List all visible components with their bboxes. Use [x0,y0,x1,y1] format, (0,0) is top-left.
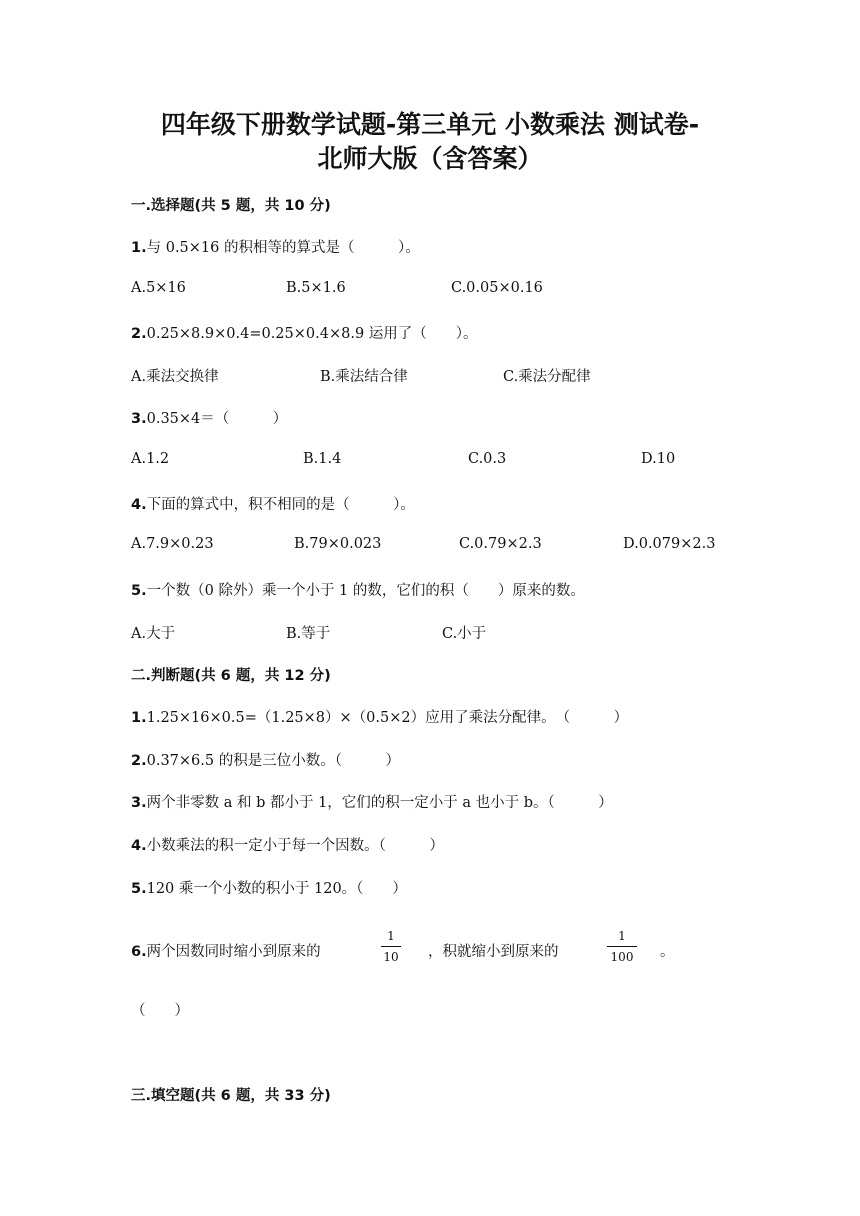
option-a: A.7.9×0.23 [131,536,214,552]
option-b: B.乘法结合律 [320,369,408,385]
fraction-bar [381,946,401,947]
question-text: 0.25×8.9×0.4=0.25×0.4×8.9 运用了（ ）。 [146,326,478,342]
question-number: 4. [131,838,147,854]
question-text: 一个数（0 除外）乘一个小于 1 的数，它们的积（ ）原来的数。 [146,583,585,599]
fraction-numerator: 1 [387,929,395,943]
question-choice-2 [131,322,478,343]
question-number: 4. [131,497,147,513]
question-choice-4 [131,493,415,514]
question-number: 3. [131,795,147,811]
option-c: C.0.79×2.3 [459,536,542,552]
question-choice-5 [131,579,585,600]
option-b: B.等于 [286,626,331,642]
option-c: C.0.05×0.16 [451,280,543,296]
section-heading-fill: 三.填空题(共 6 题，共 33 分) [131,1088,331,1104]
question-judge-2 [131,749,400,770]
question-text: 小数乘法的积一定小于每一个因数。（ ） [146,838,444,854]
option-c: C.0.3 [468,451,507,467]
question-choice-3 [131,407,287,428]
option-c: C.乘法分配律 [503,369,591,385]
option-a: A.1.2 [131,451,170,467]
fraction-denominator: 100 [610,950,634,964]
question-judge-3 [131,791,613,812]
question-number: 2. [131,753,147,769]
question-text: 下面的算式中，积不相同的是（ ）。 [146,497,415,513]
question-judge-5 [131,877,407,898]
section-heading-choice: 一.选择题(共 5 题，共 10 分) [131,198,331,214]
question-number: 1. [131,240,147,256]
option-d: D.10 [641,451,676,467]
fraction-bar [607,946,637,947]
question-number: 6. [131,944,147,960]
question-choice-1 [131,236,420,257]
fraction-one-tenth [381,929,401,964]
question-text: 与 0.5×16 的积相等的算式是（ ）。 [146,240,420,256]
question-text: 0.37×6.5 的积是三位小数。（ ） [146,753,400,769]
fraction-denominator: 10 [383,950,399,964]
question-text-end: 。 [660,944,675,960]
page-title-line-2: 北师大版（含答案） [317,144,543,173]
question-number: 5. [131,583,147,599]
page-title-line-1: 四年级下册数学试题-第三单元 小数乘法 测试卷- [160,110,700,139]
question-number: 3. [131,411,147,427]
question-judge-4 [131,834,444,855]
question-text-continued: ，积就缩小到原来的 [428,944,559,960]
option-a: A.5×16 [131,280,186,296]
option-b: B.5×1.6 [286,280,346,296]
section-heading-judge: 二.判断题(共 6 题，共 12 分) [131,668,331,684]
fraction-numerator: 1 [618,929,626,943]
question-judge-6 [131,940,321,961]
question-number: 5. [131,881,147,897]
option-b: B.79×0.023 [294,536,382,552]
question-number: 2. [131,326,147,342]
question-number: 1. [131,710,147,726]
question-text: 两个因数同时缩小到原来的 [146,944,321,960]
answer-parentheses: （ ） [131,1003,189,1019]
option-a: A.乘法交换律 [131,369,219,385]
fraction-one-hundredth [607,929,637,964]
question-text: 1.25×16×0.5=（1.25×8）×（0.5×2）应用了乘法分配律。 （ ） [146,710,629,726]
option-a: A.大于 [131,626,176,642]
option-d: D.0.079×2.3 [623,536,716,552]
question-text: 0.35×4＝（ ） [146,411,288,427]
question-judge-1 [131,706,628,727]
option-c: C.小于 [442,626,487,642]
option-b: B.1.4 [303,451,342,467]
question-text: 两个非零数 a 和 b 都小于 1，它们的积一定小于 a 也小于 b。（ ） [146,795,613,811]
question-text: 120 乘一个小数的积小于 120。（ ） [146,881,407,897]
